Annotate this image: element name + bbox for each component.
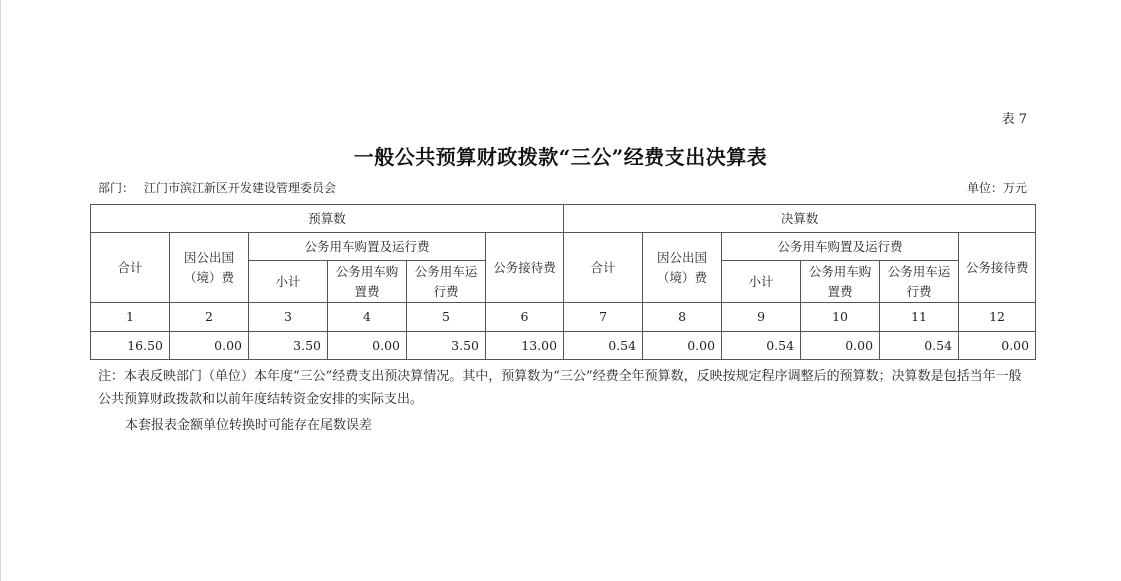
column-number: 9 (722, 303, 801, 332)
column-number: 1 (91, 303, 170, 332)
value-cell: 0.00 (170, 332, 249, 360)
department-label: 部门： (98, 181, 135, 195)
column-number: 6 (486, 303, 564, 332)
header-final-vehicle-group: 公务用车购置及运行费 (722, 233, 959, 261)
header-budget-total: 合计 (91, 233, 170, 303)
value-cell: 3.50 (249, 332, 328, 360)
column-number: 10 (801, 303, 880, 332)
value-cell: 0.54 (880, 332, 959, 360)
value-cell: 0.00 (801, 332, 880, 360)
header-budget-overseas: 因公出国（境）费 (170, 233, 249, 303)
note-explanation: 注：本表反映部门（单位）本年度“三公”经费支出预决算情况。其中，预算数为“三公”经费全年预算数，反映按规定程序调整后的预算数；决算数是包括当年一般公共预算财政拨款和以前年度结转资金安排的实际支出。 (98, 369, 1022, 407)
table-number: 表 7 (1001, 112, 1027, 127)
column-number: 3 (249, 303, 328, 332)
notes (98, 365, 1033, 437)
column-number-row (91, 303, 1036, 332)
column-number: 2 (170, 303, 249, 332)
page-edge (0, 0, 1, 581)
header-budget-vehicle-group: 公务用车购置及运行费 (249, 233, 486, 261)
column-number: 12 (959, 303, 1036, 332)
header-budget-reception: 公务接待费 (486, 233, 564, 303)
note-rounding: 本套报表金额单位转换时可能存在尾数误差 (125, 418, 373, 433)
value-row (91, 332, 1036, 360)
column-number: 7 (564, 303, 643, 332)
value-cell: 0.54 (564, 332, 643, 360)
value-cell: 0.00 (643, 332, 722, 360)
header-final-subtotal: 小计 (722, 261, 801, 303)
department-name: 江门市滨江新区开发建设管理委员会 (144, 181, 337, 195)
value-cell: 0.00 (959, 332, 1036, 360)
value-cell: 0.54 (722, 332, 801, 360)
unit-label: 单位：万元 (966, 181, 1027, 195)
value-cell: 0.00 (328, 332, 407, 360)
value-cell: 3.50 (407, 332, 486, 360)
department-line (98, 179, 336, 196)
value-cell: 16.50 (91, 332, 170, 360)
header-final-total: 合计 (564, 233, 643, 303)
header-final-vehicle-operation: 公务用车运行费 (880, 261, 959, 303)
header-final-reception: 公务接待费 (959, 233, 1036, 303)
page-title: 一般公共预算财政拨款“三公”经费支出决算表 (353, 145, 768, 169)
column-number: 4 (328, 303, 407, 332)
header-final-overseas: 因公出国（境）费 (643, 233, 722, 303)
value-cell: 13.00 (486, 332, 564, 360)
column-number: 8 (643, 303, 722, 332)
header-budget-vehicle-operation: 公务用车运行费 (407, 261, 486, 303)
column-number: 11 (880, 303, 959, 332)
header-final-vehicle-purchase: 公务用车购置费 (801, 261, 880, 303)
column-number: 5 (407, 303, 486, 332)
header-budget-subtotal: 小计 (249, 261, 328, 303)
three-public-expenses-table (90, 204, 1036, 360)
header-budget-vehicle-purchase: 公务用车购置费 (328, 261, 407, 303)
group-header-final: 决算数 (564, 205, 1036, 233)
group-header-budget: 预算数 (91, 205, 564, 233)
